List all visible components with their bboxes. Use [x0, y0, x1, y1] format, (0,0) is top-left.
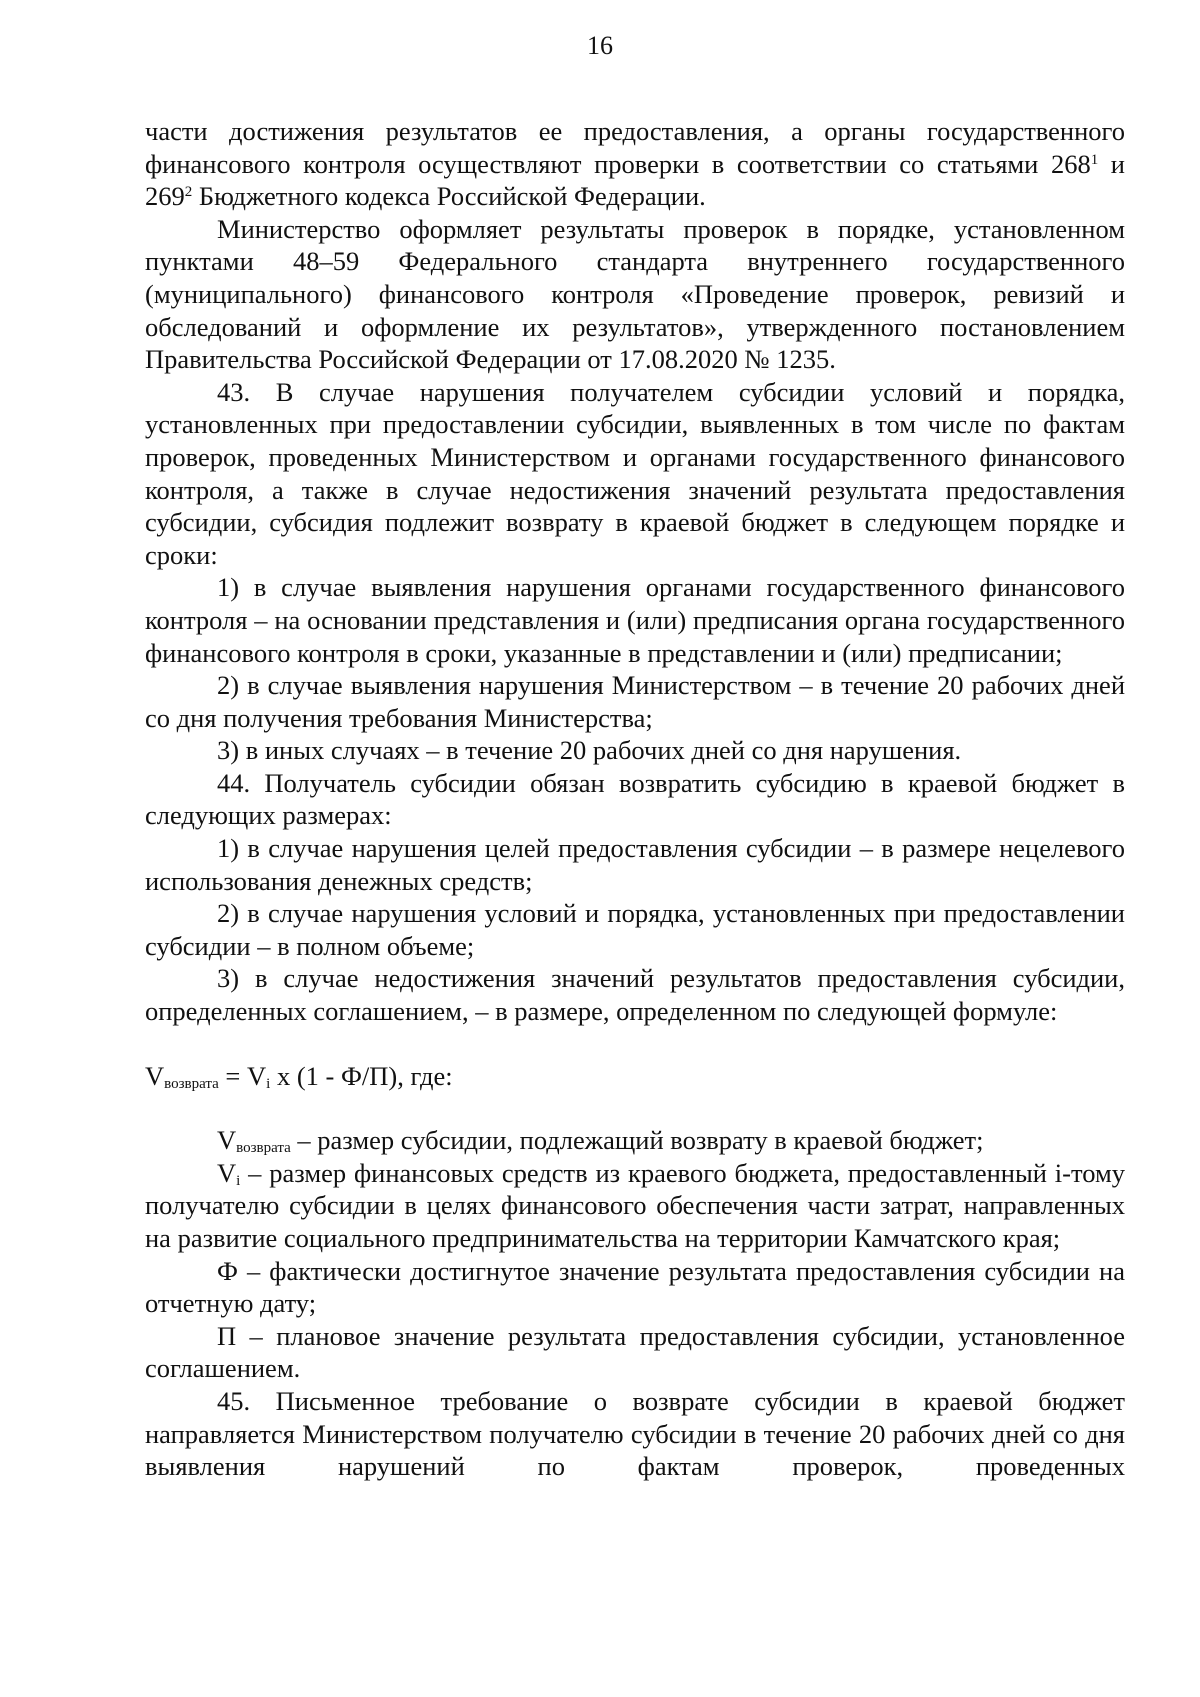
clause-45: 45. Письменное требование о возврате субсидии в краевой бюджет направляется Министерством получателю субсидии в течение 20 рабочих дней со дня выявления нарушений по фактам проверок, проведенных [145, 1385, 1125, 1482]
definition-f: Ф – фактически достигнутое значение результата предоставления субсидии на отчетную дату; [145, 1255, 1125, 1319]
definition-p: П – плановое значение результата предоставления субсидии, установленное соглашением. [145, 1320, 1125, 1384]
clause-43: 43. В случае нарушения получателем субсидии условий и порядка, установленных при предоставлении субсидии, выявленных в том числе по фактам проверок, проведенных Министерством и органами государственного финансового контроля, а также в случае недостижения значений результата предоставления субсидии, субсидия подлежит возврату в краевой бюджет в следующем порядке и сроки: [145, 376, 1125, 570]
clause-44-item-3: 3) в случае недостижения значений результатов предоставления субсидии, определенных соглашением, – в размере, определенном по следующей формуле: [145, 963, 1125, 1027]
clause-44-item-2: 2) в случае нарушения условий и порядка, установленных при предоставлении субсидии – в полном объеме; [145, 898, 1125, 961]
clause-43-item-3: 3) в иных случаях – в течение 20 рабочих дней со дня нарушения. [217, 735, 962, 766]
paragraph-continuation: части достижения результатов ее предоставления, а органы государственного финансового контроля осуществляют проверки в соответствии со статьями $268^1$ и $269^2$ Бюджетного кодекса Российской Федерации. [145, 116, 1125, 212]
clause-44-item-1: 1) в случае нарушения целей предоставления субсидии – в размере нецелевого использования денежных средств; [145, 833, 1125, 896]
document-body [145, 115, 1125, 1483]
definition-v-i: $V_i$ – размер финансовых средств из краевого бюджета, предоставленный i-тому получателю субсидии в целях финансового обеспечения части затрат, направленных на развитие социального предпринимательства на территории Камчатского края; [145, 1157, 1125, 1253]
clause-43-item-1: 1) в случае выявления нарушения органами государственного финансового контроля – на основании представления и (или) предписания органа государственного финансового контроля в сроки, указанные в представлении и (или) предписании; [145, 572, 1125, 668]
footnote-superscript: 2 [184, 184, 193, 201]
clause-43-item-2: 2) в случае выявления нарушения Министерством – в течение 20 рабочих дней со дня получения требования Министерства; [145, 670, 1125, 733]
clause-44: 44. Получатель субсидии обязан возвратить субсидию в краевой бюджет в следующих размерах: [145, 767, 1125, 831]
return-formula: $V_{возврата} = V_i$ x (1 - Ф/П), где: [145, 1060, 453, 1092]
definition-v-return: $V_{возврата}$ – размер субсидии, подлежащий возврату в краевой бюджет; [217, 1125, 984, 1157]
page-number: 16 [587, 31, 613, 60]
paragraph-ministry-checks: Министерство оформляет результаты проверок в порядке, установленном пунктами 48–59 Федерального стандарта внутреннего государственного (муниципального) финансового контроля «Проведение проверок, ревизий и обследований и оформление их результатов», утвержденного постановлением Правительства Российской Федерации от 17.08.2020 № 1235. [145, 213, 1125, 375]
footnote-superscript: 1 [1090, 151, 1099, 168]
